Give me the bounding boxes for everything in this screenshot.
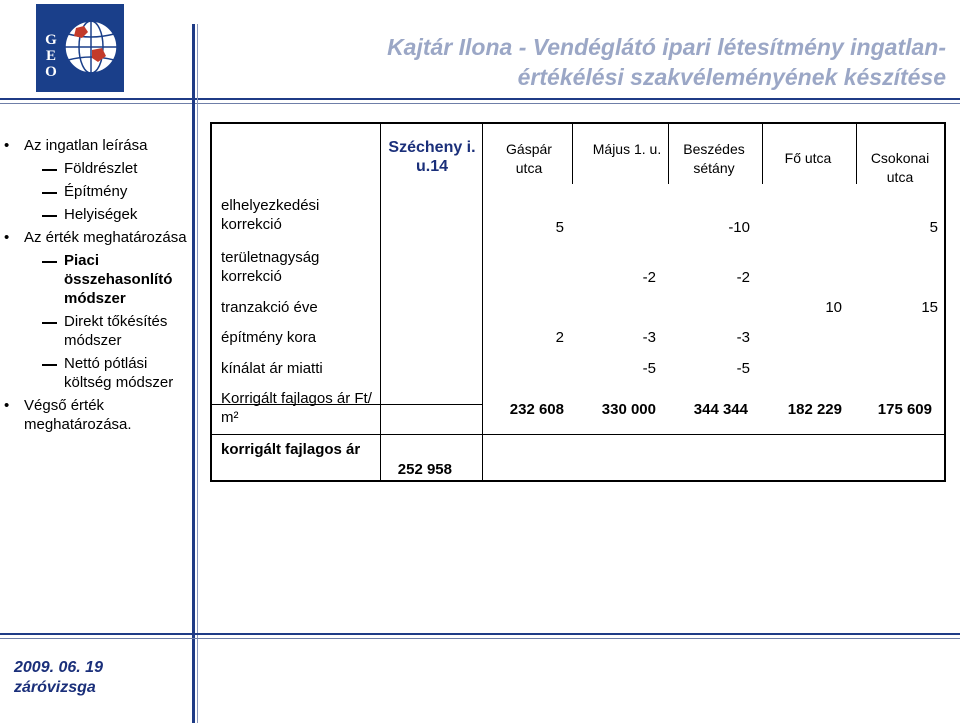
outline-item-piaci-osszehasonlito: Piaci összehasonlító módszer bbox=[0, 251, 190, 308]
footer-date bbox=[14, 658, 174, 698]
column-separator bbox=[482, 124, 483, 480]
cell-value: -3 bbox=[642, 329, 656, 346]
cell-value: 182 229 bbox=[787, 401, 842, 418]
row-label-elhelyezkedesi: elhelyezkedési korrekció bbox=[221, 197, 320, 233]
outline-item-ertek-meghatarozasa: • Az érték meghatározása bbox=[0, 228, 190, 247]
outline-item-helyisegek: Helyiségek bbox=[0, 205, 190, 224]
cell-value: 175 609 bbox=[877, 401, 932, 418]
row-separator bbox=[212, 434, 944, 435]
row-label-korrigalt-fajlagos-ar-ftm2: Korrigált fajlagos ár Ft/ m² bbox=[221, 390, 372, 426]
page-title bbox=[246, 32, 946, 92]
title-line-2: értékélési szakvéleményének készítése bbox=[517, 64, 946, 90]
cell-value: 232 608 bbox=[509, 401, 564, 418]
cell-value: -5 bbox=[736, 360, 750, 377]
outline-item-ingatlan-leirasa: • Az ingatlan leírása bbox=[0, 136, 190, 155]
column-separator bbox=[944, 124, 945, 184]
outline-item-netto-potlasi: Nettó pótlási költség módszer bbox=[0, 354, 190, 392]
column-header-fo: Fő utca bbox=[784, 150, 832, 166]
outline-item-vegso-ertek: • Végső érték meghatározása. bbox=[0, 396, 190, 434]
cell-value: -2 bbox=[736, 269, 750, 286]
row-label-epitmeny-kora: építmény kora bbox=[221, 329, 317, 346]
cell-value: 252 958 bbox=[397, 461, 452, 478]
sidebar-divider-thin bbox=[197, 24, 198, 723]
cell-value: -5 bbox=[642, 360, 656, 377]
column-separator bbox=[572, 124, 573, 184]
geo-logo bbox=[36, 4, 124, 92]
sidebar-divider bbox=[192, 24, 195, 723]
outline-item-direkt-tokesites: Direkt tőkésítés módszer bbox=[0, 312, 190, 350]
cell-value: 10 bbox=[825, 299, 842, 316]
cell-value: 344 344 bbox=[693, 401, 748, 418]
cell-value: 2 bbox=[555, 329, 564, 346]
cell-value: -2 bbox=[642, 269, 656, 286]
row-label-teruletnagysag: területnagyság korrekció bbox=[221, 249, 320, 285]
row-label-tranzakcio: tranzakció éve bbox=[221, 299, 318, 316]
row-label-korrigalt-fajlagos-ar: korrigált fajlagos ár bbox=[221, 441, 361, 458]
cell-value: -3 bbox=[736, 329, 750, 346]
cell-value: 5 bbox=[929, 219, 938, 236]
column-header-szecheny: Szécheny i. u.14 bbox=[388, 139, 476, 175]
column-header-majus: Május 1. u. bbox=[592, 141, 662, 157]
exam-text: záróvizsga bbox=[14, 679, 96, 696]
outline-item-foldreszlet: Földrészlet bbox=[0, 159, 190, 178]
comparison-table bbox=[210, 122, 946, 482]
column-header-gaspar: Gáspár utca bbox=[506, 141, 552, 176]
title-line-1: Kajtár Ilona - Vendéglátó ipari létesítmény ingatlan- bbox=[387, 34, 946, 60]
row-label-kinalat: kínálat ár miatti bbox=[221, 360, 323, 377]
cell-value: 5 bbox=[555, 219, 564, 236]
outline-list bbox=[0, 136, 190, 438]
column-header-csokonai: Csokonai utca bbox=[870, 150, 930, 185]
column-separator bbox=[668, 124, 669, 184]
column-header-beszedes: Beszédes sétány bbox=[683, 141, 745, 176]
outline-item-epitmeny: Építmény bbox=[0, 182, 190, 201]
header-divider bbox=[0, 98, 960, 104]
footer-divider bbox=[0, 633, 960, 639]
globe-icon bbox=[62, 10, 120, 84]
date-text: 2009. 06. 19 bbox=[14, 659, 103, 676]
logo-text: G E O bbox=[45, 32, 57, 80]
column-separator bbox=[762, 124, 763, 184]
cell-value: -10 bbox=[728, 219, 750, 236]
cell-value: 15 bbox=[921, 299, 938, 316]
column-separator bbox=[856, 124, 857, 184]
cell-value: 330 000 bbox=[601, 401, 656, 418]
